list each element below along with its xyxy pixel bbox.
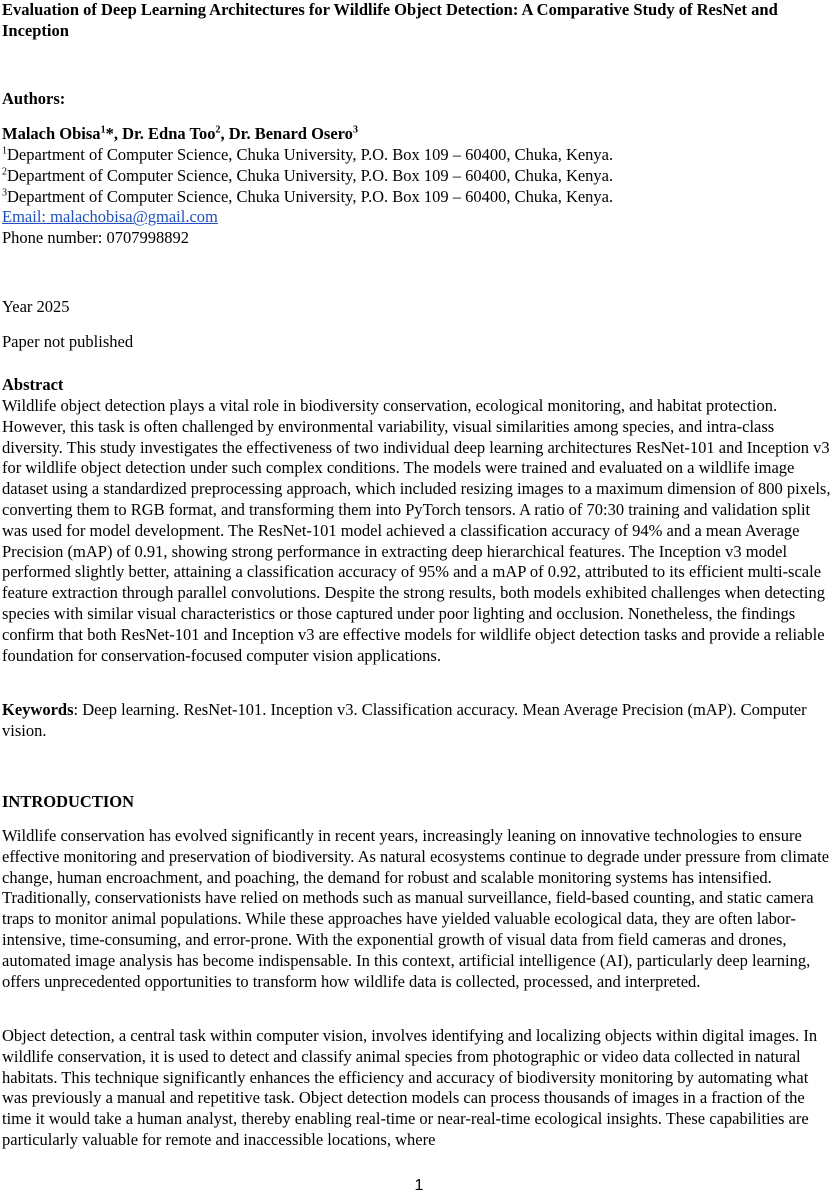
affiliation: $^2$Department of Computer Science, Chuka University, P.O. Box 109 – 60400, Chuka, Kenya. [2,165,614,185]
paper-title: Evaluation of Deep Learning Architectures for Wildlife Object Detection: A Comparative Study of ResNet and Inception [2,0,778,40]
author-name: Dr. Benard Osero [228,124,353,143]
abstract-body: Wildlife object detection plays a vital role in biodiversity conservation, ecological monitoring, and habitat protection. However, this task is often challenged by environmental variability, visual similarities among species, and intra-class diversity. This study investigates the effectiveness of two individual deep learning architectures ResNet-101 and Inception v3 for wildlife object detection under such complex conditions. The models were trained and evaluated on a wildlife image dataset using a standardized preprocessing approach, which included resizing images to a maximum dimension of 800 pixels, converting them to RGB format, and transforming them into PyTorch tensors. A ratio of 70:30 training and validation split was used for model development. The ResNet-101 model achieved a classification accuracy of 94% and a mean Average Precision (mAP) of 0.91, showing strong performance in extracting deep hierarchical features. The Inception v3 model performed slightly better, attaining a classification accuracy of 95% and a mAP of 0.92, attributed to its efficient multi-scale feature extraction through parallel convolutions. Despite the strong results, both models exhibited challenges when detecting species with similar visual characteristics or those captured under poor lighting and occlusion. Nonetheless, the findings confirm that both ResNet-101 and Inception v3 are effective models for wildlife object detection tasks and provide a reliable foundation for conservation-focused computer vision applications. [2,396,831,665]
author-affiliation-mark: 2 [215,124,221,136]
year: Year 2025 [2,297,70,316]
introduction-heading: INTRODUCTION [2,792,135,811]
keywords [2,700,838,742]
affiliation-list [2,145,838,249]
introduction-paragraph: Object detection, a central task within computer vision, involves identifying and localizing objects within digital images. In wildlife conservation, it is used to detect and classify animal species from photographic or video data collected in natural habitats. This technique significantly enhances the efficiency and accuracy of biodiversity monitoring by automating what was previously a manual and repetitive task. Object detection models can process thousands of images in a fraction of the time it would take a human analyst, thereby enabling real-time or near-real-time ecological insights. These capabilities are particularly valuable for remote and inaccessible locations, where [2,1026,818,1149]
phone-number: Phone number: 0707998892 [2,228,189,248]
keywords-text: : Deep learning. ResNet-101. Inception v3. Classification accuracy. Mean Average Precision (mAP). Computer vision. [2,700,807,740]
introduction-paragraph: Wildlife conservation has evolved significantly in recent years, increasingly leaning on innovative technologies to ensure effective monitoring and preservation of biodiversity. As natural ecosystems continue to degrade under pressure from climate change, human encroachment, and poaching, the demand for robust and scalable monitoring systems has intensified. Traditionally, conservationists have relied on methods such as manual surveillance, field-based counting, and static camera traps to monitor animal populations. While these approaches have yielded valuable ecological data, they are often labor-intensive, time-consuming, and error-prone. With the exponential growth of visual data from field cameras and drones, automated image analysis has become indispensable. In this context, artificial intelligence (AI), particularly deep learning, offers unprecedented opportunities to transform how wildlife data is collected, processed, and interpreted. [2,826,830,991]
corresponding-author-mark: * [105,124,114,143]
keywords-label: Keywords [2,700,74,719]
authors-heading: Authors: [2,89,66,108]
page-number: 1 [414,1177,424,1194]
author-affiliation-mark: 3 [352,124,358,136]
author-name: Dr. Edna Too [122,124,216,143]
affiliation: $^3$Department of Computer Science, Chuka University, P.O. Box 109 – 60400, Chuka, Kenya. [2,186,614,206]
email-link[interactable]: Email: malachobisa@gmail.com [2,207,218,227]
affiliation: $^1$Department of Computer Science, Chuka University, P.O. Box 109 – 60400, Chuka, Kenya. [2,145,614,164]
publication-status: Paper not published [2,332,134,351]
abstract-heading: Abstract [2,375,64,394]
author-affiliation-mark: 1 [100,124,106,136]
author-list: Malach Obisa$^1$*, Dr. Edna Too$^2$, Dr. Benard Osero$^3$ [2,124,358,143]
author-name: Malach Obisa [2,124,101,143]
